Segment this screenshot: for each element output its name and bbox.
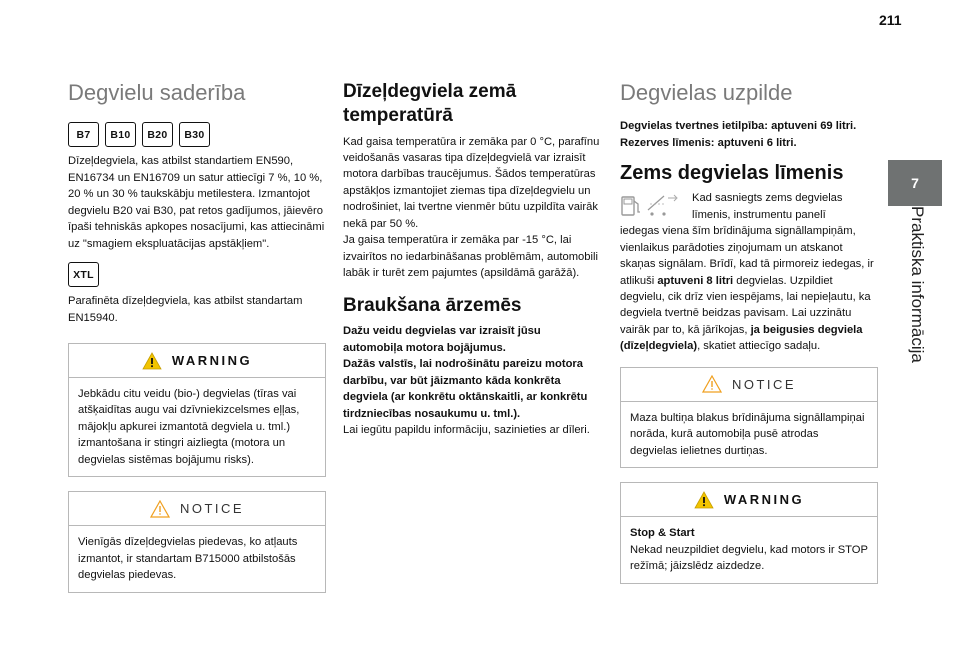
badge-b30: B30 xyxy=(179,122,210,147)
notice-triangle-icon xyxy=(150,500,170,518)
low-fuel-intro xyxy=(620,192,878,223)
abroad-bold-1: Dažu veidu degvielas var izraisīt jūsu automobiļa motora bojājumus. xyxy=(343,325,541,354)
warning-triangle-icon xyxy=(694,491,714,509)
low-fuel-text-a xyxy=(692,190,878,223)
warning-header xyxy=(621,483,877,517)
warning-text: Nekad neuzpildiet degvielu, kad motors ir STOP režīmā; jāizslēdz aizdedze. xyxy=(630,543,868,573)
notice-text: Vienīgās dīzeļdegvielas piedevas, ko atļauts izmantot, ir standartam B715000 atbilstošās degvielas piedevas. xyxy=(78,536,298,582)
low-fuel-text-continued xyxy=(620,223,878,355)
badge-b20: B20 xyxy=(142,122,173,147)
badge-b7: B7 xyxy=(68,122,99,147)
section-title-refuelling: Degvielas uzpilde xyxy=(620,80,793,105)
low-fuel-text-a-span: Kad sasniegts zems degvielas līmenis, instrumentu panelī xyxy=(692,192,843,221)
warning-subtitle: Stop & Start xyxy=(630,527,695,540)
warning-triangle-icon xyxy=(142,352,162,370)
biodiesel-badges xyxy=(68,122,326,147)
section-title-abroad: Braukšana ārzemēs xyxy=(343,294,522,316)
notice-header xyxy=(621,368,877,402)
xtl-text: Parafinēta dīzeļdegviela, kas atbilst standartam EN15940. xyxy=(68,295,303,324)
section-title-low-temp: Dīzeļdegviela zemā temperatūrā xyxy=(343,81,517,126)
notice-box-fuel-flap xyxy=(620,367,878,468)
warning-box-fuels xyxy=(68,343,326,477)
tank-capacity: Degvielas tvertnes ietilpība: aptuveni 69 litri. Rezerves līmenis: aptuveni 6 litri. xyxy=(620,120,857,149)
notice-text: Maza bultiņa blakus brīdinājuma signāllampiņai norāda, kurā automobiļa pusē atrodas degvielas ielietnes durtiņas. xyxy=(630,411,865,457)
chapter-title: Praktiska informācija xyxy=(908,206,927,363)
section-title-low-fuel: Zems degvielas līmenis xyxy=(620,162,844,185)
warning-box-stop-start xyxy=(620,482,878,583)
notice-title: NOTICE xyxy=(731,376,797,392)
warning-title: WARNING xyxy=(723,492,805,508)
column-refuelling xyxy=(620,80,878,584)
xtl-badge-row xyxy=(68,262,326,287)
chapter-tab: 7 xyxy=(888,160,942,206)
low-temp-text-1: Kad gaisa temperatūra ir zemāka par 0 °C, parafīnu veidošanās vasaras tipa dīzeļdegvielā var izraisīt motora darbības traucējumus. Šādos temperatūras apstākļos izmantojiet ziemas tipa dīzeļdegvielu un nodrošiniet, lai tvertne vienmēr būtu uzpildīta vairāk nekā par 50 %. xyxy=(343,135,600,230)
column-low-temperature xyxy=(343,80,601,439)
section-title-compatibility: Degvielu saderība xyxy=(68,80,246,105)
notice-box-additives xyxy=(68,491,326,592)
low-temp-text-2: Ja gaisa temperatūra ir zemāka par -15 °C, lai izvairītos no iedarbināšanas problēmām, automobili labāk ir turēt zem pajumtes (apsildāmā garāžā). xyxy=(343,234,598,280)
notice-title: NOTICE xyxy=(179,501,245,517)
compatibility-text: Dīzeļdegviela, kas atbilst standartiem EN590, EN16734 un EN16709 un satur attiecīgi 7 %, 10 %, 20 % un 30 % taukskābju metilestera. Izmantojot degvielu B20 vai B30, pat retos gadījumos, jāievēro īpaši tehniskās apkopes nosacījumi, kas attiecināmi uz "smagiem ekspluatācijas apstākļiem". xyxy=(68,155,325,250)
low-fuel-bold-b: ja beigusies degviela (dīzeļdegviela) xyxy=(620,323,863,353)
notice-triangle-icon xyxy=(702,375,722,393)
abroad-text: Lai iegūtu papildu informāciju, sazinieties ar dīleri. xyxy=(343,424,590,437)
abroad-bold-2: Dažās valstīs, lai nodrošinātu pareizu motora darbību, var būt jāizmanto kāda konkrēta degviela (ar konkrētu oktānskaitli, ar konkrētu tirdzniecības nosaukumu u. tml.). xyxy=(343,358,588,420)
low-fuel-text-b: degvielas. Uzpildiet degvielu, cik drīz vien iespējams, lai nepieļautu, ka degviela tvertnē beidzas pavisam. Lai uzzinātu vairāk par to, kā jārīkojas, xyxy=(620,274,871,336)
low-fuel-bold-a: aptuveni 8 litri xyxy=(657,274,734,287)
page-number: 211 xyxy=(879,12,902,28)
badge-xtl: XTL xyxy=(68,262,99,287)
badge-b10: B10 xyxy=(105,122,136,147)
warning-title: WARNING xyxy=(171,353,253,369)
chapter-title-wrap xyxy=(888,206,942,376)
column-fuel-compatibility xyxy=(68,80,326,593)
warning-text: Jebkādu citu veidu (bio-) degvielas (tīras vai atšķaidītas augu vai dzīvniekizcelsmes eļļas, mājokļu apkurei izmantotā degviela u. tml.) izmantošana ir stingri aizliegta (motora un degvielas sistēmas bojājumu risks). xyxy=(78,388,300,466)
low-fuel-text-a-rest: iedegas viena šīm brīdinājuma signāllampiņām, vienlaikus parādoties ziņojumam un atskanot skaņas signālam. Brīdī, kad tā pirmoreiz iedegas, ir atlikuši xyxy=(620,225,874,287)
notice-header xyxy=(69,492,325,526)
low-fuel-text-c: , skatiet attiecīgo sadaļu. xyxy=(697,340,821,353)
warning-header xyxy=(69,344,325,378)
low-fuel-warning-icon xyxy=(620,192,684,218)
